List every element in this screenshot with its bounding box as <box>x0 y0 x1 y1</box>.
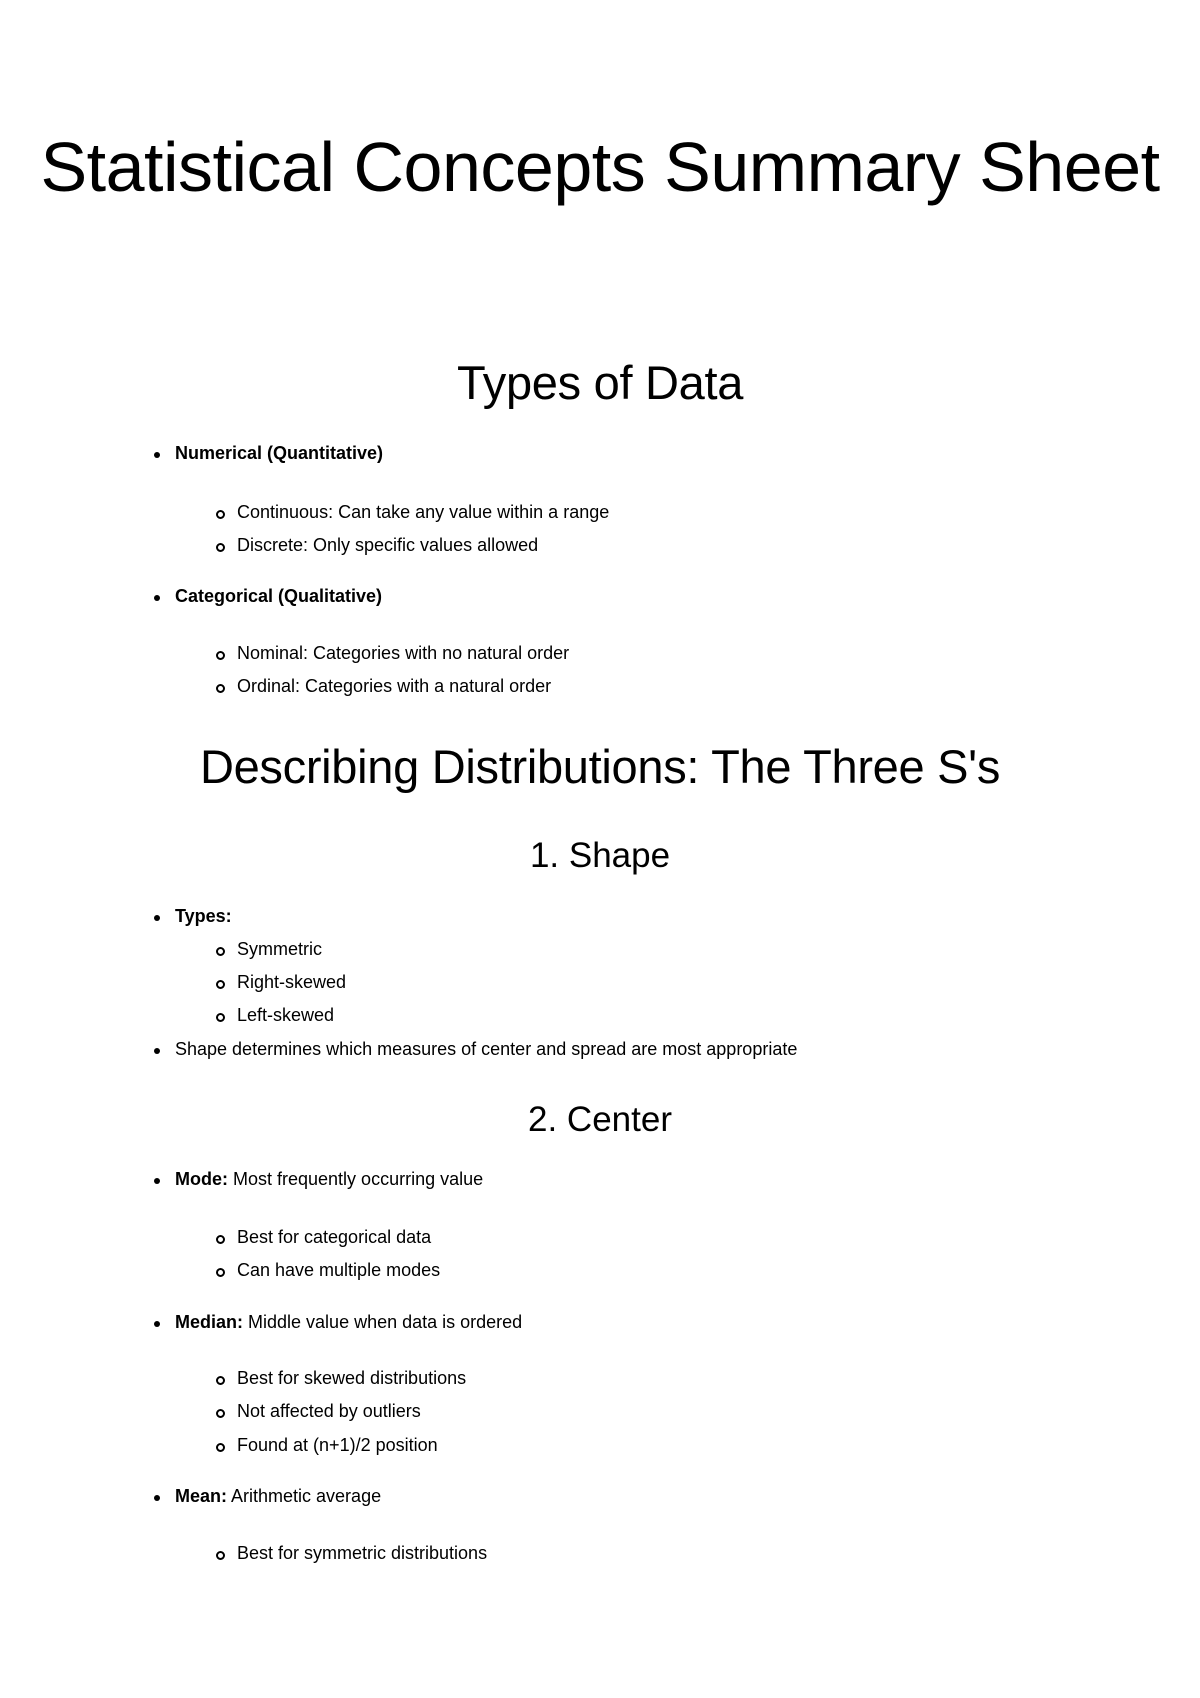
document-title: Statistical Concepts Summary Sheet <box>40 128 1160 206</box>
mode-term: Mode: <box>175 1169 228 1189</box>
list-item-median-skewed: Best for skewed distributions <box>237 1368 467 1388</box>
categorical-label: Categorical (Qualitative) <box>175 586 383 606</box>
list-item-symmetric: Symmetric <box>237 939 322 959</box>
numerical-label: Numerical (Quantitative) <box>175 443 384 463</box>
list-item-mode-multiple: Can have multiple modes <box>237 1260 441 1280</box>
mean-term: Mean: <box>175 1486 228 1506</box>
list-item-right-skewed: Right-skewed <box>237 972 347 992</box>
list-item-mean <box>175 1485 381 1507</box>
list-item-mean-symmetric: Best for symmetric distributions <box>237 1543 488 1563</box>
shape-types-label: Types: <box>175 906 232 926</box>
list-item-continuous: Continuous: Can take any value within a range <box>237 502 610 522</box>
list-item-discrete: Discrete: Only specific values allowed <box>237 535 539 555</box>
list-item-shape-types <box>175 905 232 927</box>
list-item-categorical <box>175 585 382 607</box>
list-item-median-position: Found at (n+1)/2 position <box>237 1435 438 1455</box>
list-item-numerical <box>175 442 383 464</box>
list-item-left-skewed: Left-skewed <box>237 1005 335 1025</box>
mean-definition: Arithmetic average <box>227 1486 382 1506</box>
subsection-heading-center: 2. Center <box>528 1100 672 1139</box>
section-heading-distributions: Describing Distributions: The Three S's <box>199 740 1001 793</box>
mode-definition: Most frequently occurring value <box>228 1169 484 1189</box>
list-item-median-outliers: Not affected by outliers <box>237 1401 421 1421</box>
subsection-heading-shape: 1. Shape <box>529 836 671 875</box>
list-item-median <box>175 1311 522 1333</box>
list-item-ordinal: Ordinal: Categories with a natural order <box>237 676 552 696</box>
list-item-mode-categorical: Best for categorical data <box>237 1227 432 1247</box>
median-term: Median: <box>175 1312 244 1332</box>
median-definition: Middle value when data is ordered <box>243 1312 523 1332</box>
section-heading-types-of-data: Types of Data <box>456 356 744 409</box>
list-item-nominal: Nominal: Categories with no natural order <box>237 643 570 663</box>
list-item-shape-note: Shape determines which measures of center and spread are most appropriate <box>175 1039 798 1059</box>
list-item-mode <box>175 1168 483 1190</box>
